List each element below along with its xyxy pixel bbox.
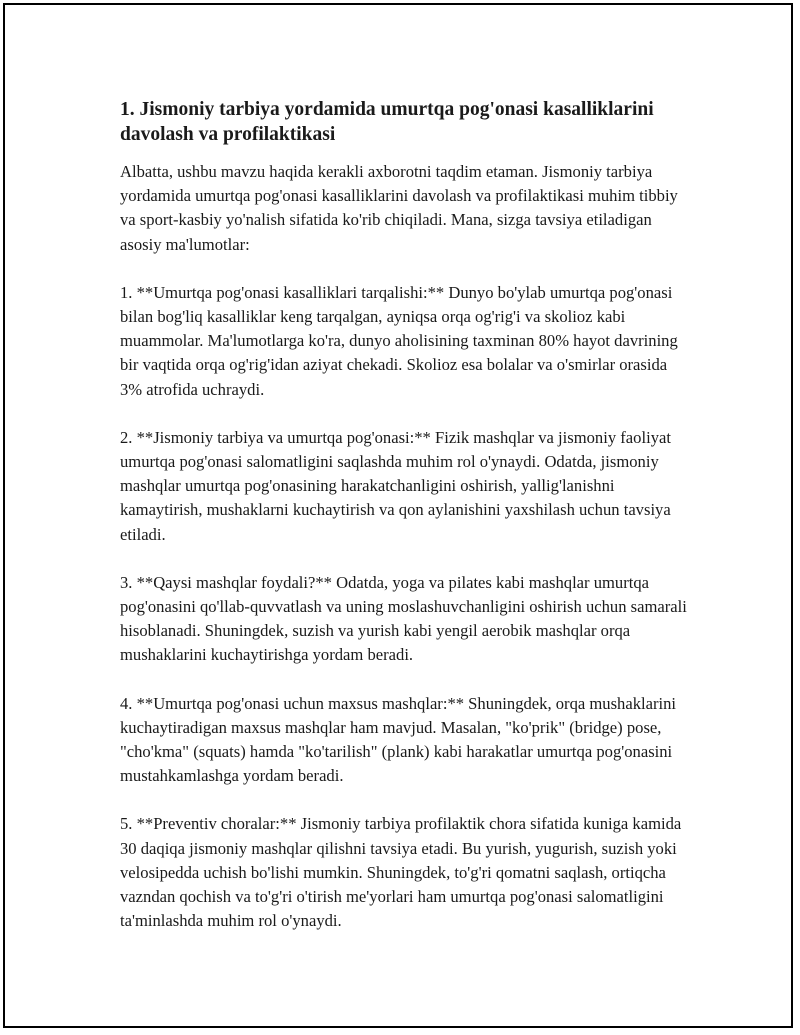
section-paragraph-5: 5. **Preventiv choralar:** Jismoniy tarbiya profilaktik chora sifatida kuniga kamida 30 daqiqa jismoniy mashqlar qilishni tavsiya etadi. Bu yurish, yugurish, suzish yoki velosipedda uchish bo'lishi mumkin. Shuningdek, to'g'ri qomatni saqlash, ortiqcha vazndan qochish va to'g'ri o'tirish me'yorlari ham umurtqa pog'onasi salomatligini ta'minlashda muhim rol o'ynaydi. <box>120 814 682 931</box>
section-paragraph-4: 4. **Umurtqa pog'onasi uchun maxsus mashqlar:** Shuningdek, orqa mushaklarini kuchaytiradigan maxsus mashqlar ham mavjud. Masalan, "ko'prik" (bridge) pose, "cho'kma" (squats) hamda "ko'tarilish" (plank) kabi harakatlar umurtqa pog'onasini mustahkamlashga yordam beradi. <box>120 693 677 786</box>
section-paragraph-3: 3. **Qaysi mashqlar foydali?** Odatda, yoga va pilates kabi mashqlar umurtqa pog'onasini qo'llab-quvvatlash va uning moslashuvchanligini oshirish uchun samarali hisoblanadi. Shuningdek, suzish va yurish kabi yengil aerobik mashqlar orqa mushaklarini kuchaytirishga yordam beradi. <box>120 572 687 665</box>
document-title: 1. Jismoniy tarbiya yordamida umurtqa pog'onasi kasalliklarini davolash va profilaktikasi <box>120 99 654 145</box>
section-paragraph-2: 2. **Jismoniy tarbiya va umurtqa pog'onasi:** Fizik mashqlar va jismoniy faoliyat umurtqa pog'onasi salomatligini saqlashda muhim rol o'ynaydi. Odatda, jismoniy mashqlar umurtqa pog'onasining harakatchanligini oshirish, yallig'lanishni kamaytirish, mushaklarni kuchaytirish va qon aylanishini yaxshilash uchun tavsiya etiladi. <box>120 427 671 544</box>
intro-paragraph: Albatta, ushbu mavzu haqida kerakli axborotni taqdim etaman. Jismoniy tarbiya yordamida umurtqa pog'onasi kasalliklarini davolash va profilaktikasi muhim tibbiy va sport-kasbiy yo'nalish sifatida ko'rib chiqiladi. Mana, sizga tavsiya etiladigan asosiy ma'lumotlar: <box>120 162 678 254</box>
section-paragraph-1: 1. **Umurtqa pog'onasi kasalliklari tarqalishi:** Dunyo bo'ylab umurtqa pog'onasi bilan bog'liq kasalliklar keng tarqalgan, ayniqsa orqa og'rig'i va skolioz kabi muammolar. Ma'lumotlarga ko'ra, dunyo aholisining taxminan 80% hayot davrining bir vaqtida orqa og'rig'idan aziyat chekadi. Skolioz esa bolalar va o'smirlar orasida 3% atrofida uchraydi. <box>120 282 678 399</box>
document-page <box>3 3 793 1028</box>
document-content <box>120 97 690 957</box>
